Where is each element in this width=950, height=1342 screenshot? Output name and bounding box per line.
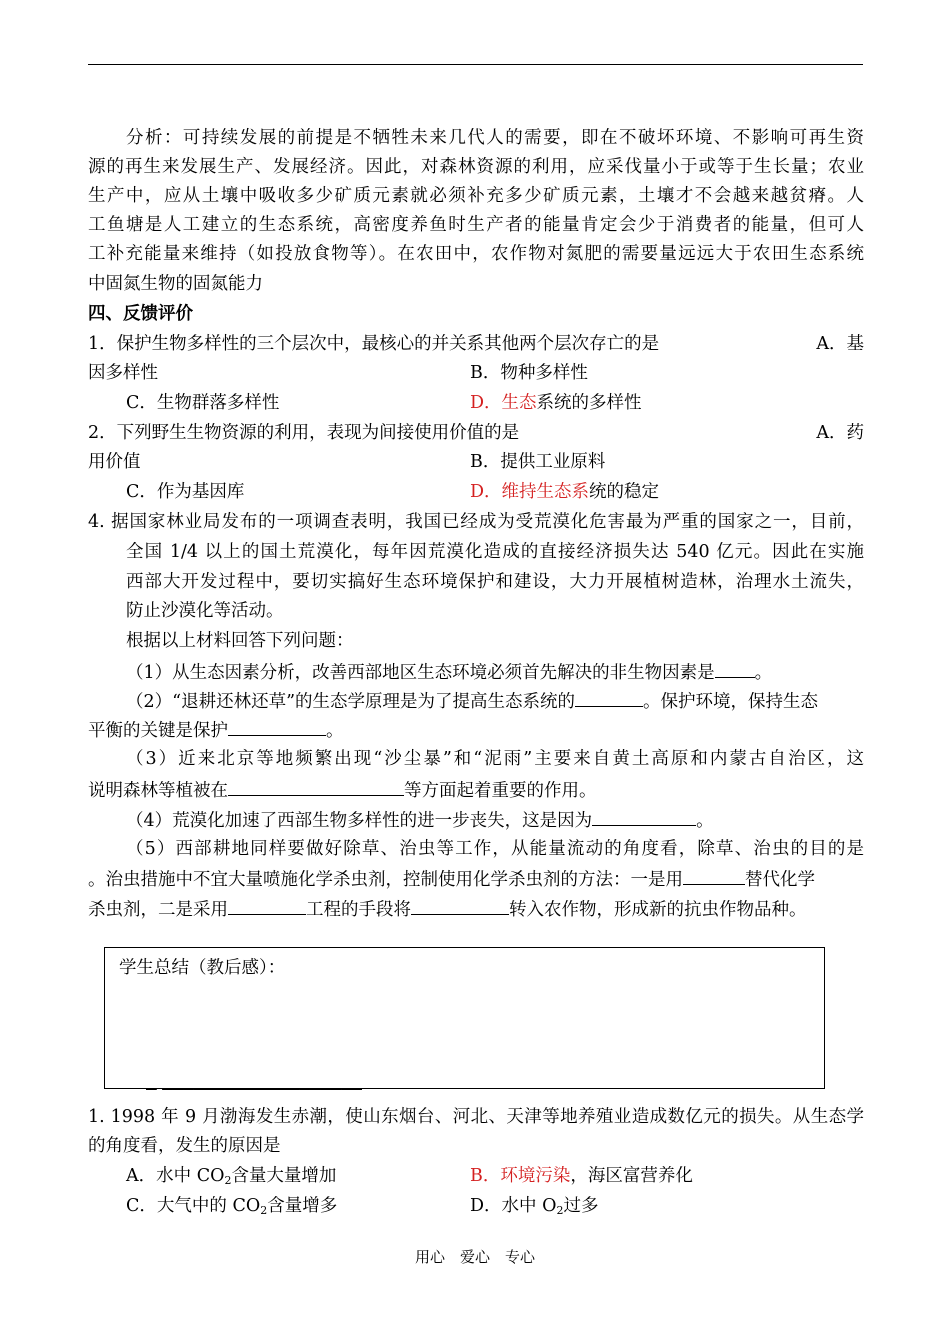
red-tide-option-a-sub: 2 [224,1174,232,1187]
red-tide-option-c-sub: 2 [260,1204,268,1217]
question-1-option-d-highlight: 生态 [501,393,537,413]
analysis-line-5: 工补充能量来维持（如投放食物等）。在农田中，农作物对氮肥的需要量远远大于农田生态系统 [88,244,864,264]
subquestion-2-row-2 [88,719,864,741]
subquestion-5-end: 转入农作物，形成新的抗虫作物品种。 [509,900,807,920]
red-tide-option-b-highlight: B．环境污染 [470,1166,571,1186]
page-footer: 用心 爱心 专心 [414,1248,535,1266]
student-summary-label: 学生总结（教后感）： [119,958,286,978]
question-2-option-d [470,482,659,502]
analysis-line-3: 生产中，应从土壤中吸收多少矿质元素就必须补充多少矿质元素，土壤才不会越来越贫瘠。人 [88,186,864,206]
subquestion-5-row-3 [88,898,864,920]
subquestion-3-blank[interactable] [228,779,404,796]
subquestion-3-end: 等方面起着重要的作用。 [404,781,597,801]
red-tide-option-d [470,1196,598,1221]
subquestion-5-text-2: 。治虫措施中不宜大量喷施化学杀虫剂，控制使用化学杀虫剂的方法：一是用 [88,870,683,890]
red-tide-option-a-post: 含量大量增加 [231,1166,337,1186]
red-tide-option-c [126,1196,337,1221]
subquestion-5-text-4: 杀虫剂，二是采用 [88,900,228,920]
subquestion-4-text: （4）荒漠化加速了西部生物多样性的进一步丧失，这是因为 [126,811,593,831]
question-4-line-3: 西部大开发过程中，要切实搞好生态环境保护和建设，大力开展植树造林，治理水土流失， [126,572,864,592]
question-2-option-a-tail: 用价值 [88,452,141,472]
analysis-line-1: 分析：可持续发展的前提是不牺牲未来几代人的需要，即在不破坏环境、不影响可再生资 [126,128,864,148]
question-1-row-2 [88,363,864,383]
subquestion-2-blank-2[interactable] [228,719,326,736]
subquestion-4 [126,809,902,831]
question-1-option-a-head: A．基 [816,334,864,354]
red-tide-option-b-rest: ，海区富营养化 [570,1166,693,1186]
red-tide-option-c-pre: C．大气中的 CO [126,1196,261,1216]
subquestion-2-text-2: 平衡的关键是保护 [88,721,228,741]
question-2-option-d-highlight: D．维持生态系 [470,482,590,502]
subquestion-5-blank-2[interactable] [228,898,306,915]
subquestion-2-middle: 。保护环境，保持生态 [643,692,819,712]
question-2 [88,423,864,443]
subquestion-3-text-2: 说明森林等植被在 [88,781,228,801]
section-title: 四、反馈评价 [88,304,193,324]
subquestion-3: （3）近来北京等地频繁出现“沙尘暴”和“泥雨”主要来自黄土高原和内蒙古自治区，这 [126,749,864,769]
question-2-row-2 [88,452,864,472]
question-1-option-b: B．物种多样性 [470,363,588,383]
red-tide-question-line-1: 1. 1998 年 9 月渤海发生赤潮，使山东烟台、河北、天津等地养殖业造成数亿元的损失。从生态学 [88,1107,864,1127]
question-4-prompt: 根据以上材料回答下列问题： [126,631,354,651]
subquestion-1 [126,661,902,683]
question-4-line-2: 全国 1/4 以上的国土荒漠化，每年因荒漠化造成的直接经济损失达 540 亿元。因此在实施 [126,542,864,562]
red-tide-question-line-2: 的角度看，发生的原因是 [88,1136,281,1156]
analysis-line-2: 源的再生来发展生产、发展经济。因此，对森林资源的利用，应采伐量小于或等于生长量；农业 [88,157,864,177]
red-tide-option-a [126,1166,336,1191]
question-1-option-a-tail: 因多样性 [88,363,158,383]
subquestion-4-end: 。 [696,811,714,831]
question-1-option-d-rest: 系统的多样性 [536,393,642,413]
red-tide-option-d-pre: D．水中 O [470,1196,557,1216]
question-1 [88,334,864,354]
subquestion-5: （5）西部耕地同样要做好除草、治虫等工作，从能量流动的角度看，除草、治虫的目的是 [126,839,864,859]
subquestion-1-blank[interactable] [715,661,755,678]
header-rule [88,64,863,65]
question-2-option-d-rest: 统的稳定 [589,482,660,502]
question-2-stem: 2．下列野生生物资源的利用，表现为间接使用价值的是 [88,423,520,443]
subquestion-2-end: 。 [326,721,344,741]
subquestion-2 [126,690,864,712]
question-4-line-1: 4. 据国家林业局发布的一项调查表明，我国已经成为受荒漠化危害最为严重的国家之一，目前， [88,512,864,532]
subquestion-2-blank-1[interactable] [575,690,643,707]
subquestion-1-end: 。 [754,663,773,683]
subquestion-5-text-5: 工程的手段将 [306,900,411,920]
question-1-option-d-prefix: D． [470,393,502,413]
subquestion-4-blank[interactable] [592,809,696,826]
red-tide-option-d-post: 过多 [563,1196,599,1216]
subquestion-1-text: （1）从生态因素分析，改善西部地区生态环境必须首先解决的非生物因素是 [126,663,715,683]
student-summary-box[interactable] [104,947,825,1089]
red-tide-option-a-pre: A．水中 CO [126,1166,225,1186]
subquestion-3-row-2 [88,779,864,801]
question-2-option-b: B．提供工业原料 [470,452,606,472]
question-4-line-4: 防止沙漠化等活动。 [126,601,284,621]
question-1-option-c: C．生物群落多样性 [126,393,280,413]
question-2-option-c: C．作为基因库 [126,482,245,502]
analysis-line-4: 工鱼塘是人工建立的生态系统，高密度养鱼时生产者的能量肯定会少于消费者的能量，但可人 [88,215,864,235]
red-tide-option-b [470,1166,693,1186]
red-tide-option-d-sub: 2 [556,1204,564,1217]
subquestion-5-blank-1[interactable] [683,868,745,885]
subquestion-2-text: （2）“退耕还林还草”的生态学原理是为了提高生态系统的 [126,692,576,712]
question-1-option-d [470,393,642,413]
subquestion-5-text-3: 替代化学 [745,870,815,890]
question-1-stem: 1．保护生物多样性的三个层次中，最核心的并关系其他两个层次存亡的是 [88,334,660,354]
subquestion-5-blank-3[interactable] [411,898,509,915]
question-2-option-a-head: A．药 [816,423,864,443]
analysis-line-6: 中固氮生物的固氮能力 [88,274,263,294]
red-tide-option-c-post: 含量增多 [267,1196,338,1216]
subquestion-5-row-2 [88,868,864,890]
